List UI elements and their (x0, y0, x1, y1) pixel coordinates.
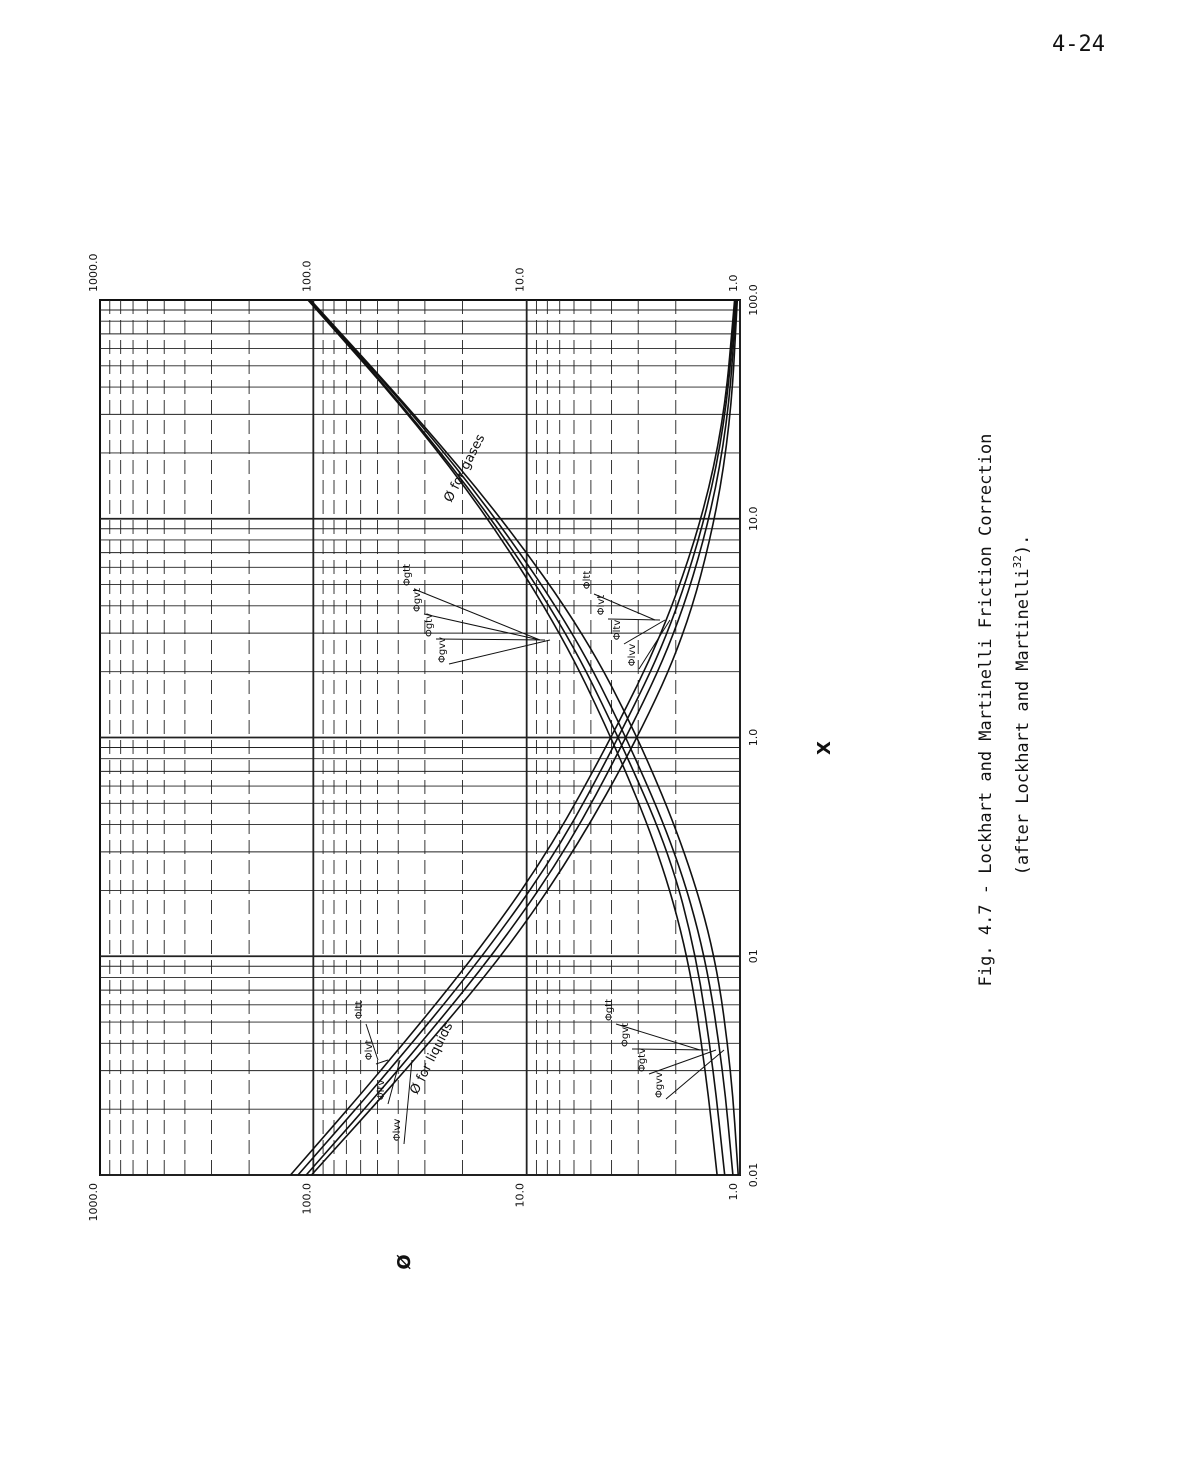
x-axis-title: X (814, 741, 835, 755)
y-tick-label-bottom: 10.0 (513, 1183, 527, 1208)
leader-line (404, 1060, 412, 1144)
series-label-gas: Φgtv (424, 612, 435, 638)
leader-line (449, 640, 550, 664)
x-tick-label: 100.0 (747, 284, 760, 316)
figure-caption-line1: Fig. 4.7 - Lockhart and Martinelli Friction Correction (976, 433, 996, 987)
series-label-liquid: Φlvt (364, 1039, 375, 1061)
series-label-gas-2: Φgvv (654, 1071, 665, 1099)
series-label-liquid: Φltt (354, 1000, 365, 1020)
y-tick-label-top: 100.0 (300, 260, 314, 292)
annotation-gases: Ø for gases (441, 431, 489, 505)
series-label-liquid: Φltv (376, 1079, 387, 1101)
y-tick-label-top: 1000.0 (87, 253, 100, 292)
leader-line (424, 614, 540, 640)
y-tick-label-bottom: 1000.0 (87, 1183, 100, 1222)
annotation-liquids: Ø for liquids (407, 1019, 457, 1097)
series-label-gas-2: Φgtt (604, 998, 615, 1022)
series-label-liquid-2: Φltv (612, 619, 623, 641)
series-label-liquid-2: Φlvt (596, 594, 607, 616)
series-label-liquid: Φlvv (392, 1118, 403, 1142)
leader-line (624, 620, 665, 644)
page-number: 4-24 (1052, 32, 1105, 57)
series-label-gas-2: Φgtv (637, 1047, 648, 1073)
series-label-liquid-2: Φltt (582, 570, 593, 590)
y-axis-title: Ø (394, 1254, 415, 1270)
series-label-gas: Φgvt (412, 587, 423, 613)
x-tick-label: 0.01 (747, 1162, 760, 1188)
chart-labels (87, 254, 835, 1270)
y-tick-label-bottom: 100.0 (300, 1183, 314, 1215)
y-tick-label-top: 1.0 (727, 274, 740, 292)
figure-caption-line2 (1011, 535, 1033, 876)
series-label-gas-2: Φgvt (620, 1022, 631, 1048)
caption-line2-text: (after Lockhart and Martinelli (1012, 568, 1033, 876)
x-tick-label: 01 (747, 949, 760, 964)
series-label-gas: Φgvv (437, 636, 448, 664)
series-label-liquid-2: Φlvv (627, 643, 638, 667)
leader-line (436, 639, 545, 640)
caption-line2-end: ). (1012, 534, 1033, 556)
x-tick-label: 10.0 (747, 506, 760, 531)
caption-reference: 32 (1011, 555, 1025, 569)
y-tick-label-bottom: 1.0 (727, 1183, 740, 1201)
y-tick-label-top: 10.0 (513, 267, 527, 292)
x-tick-label: 1.0 (747, 728, 760, 747)
series-label-gas: Φgtt (402, 563, 413, 587)
